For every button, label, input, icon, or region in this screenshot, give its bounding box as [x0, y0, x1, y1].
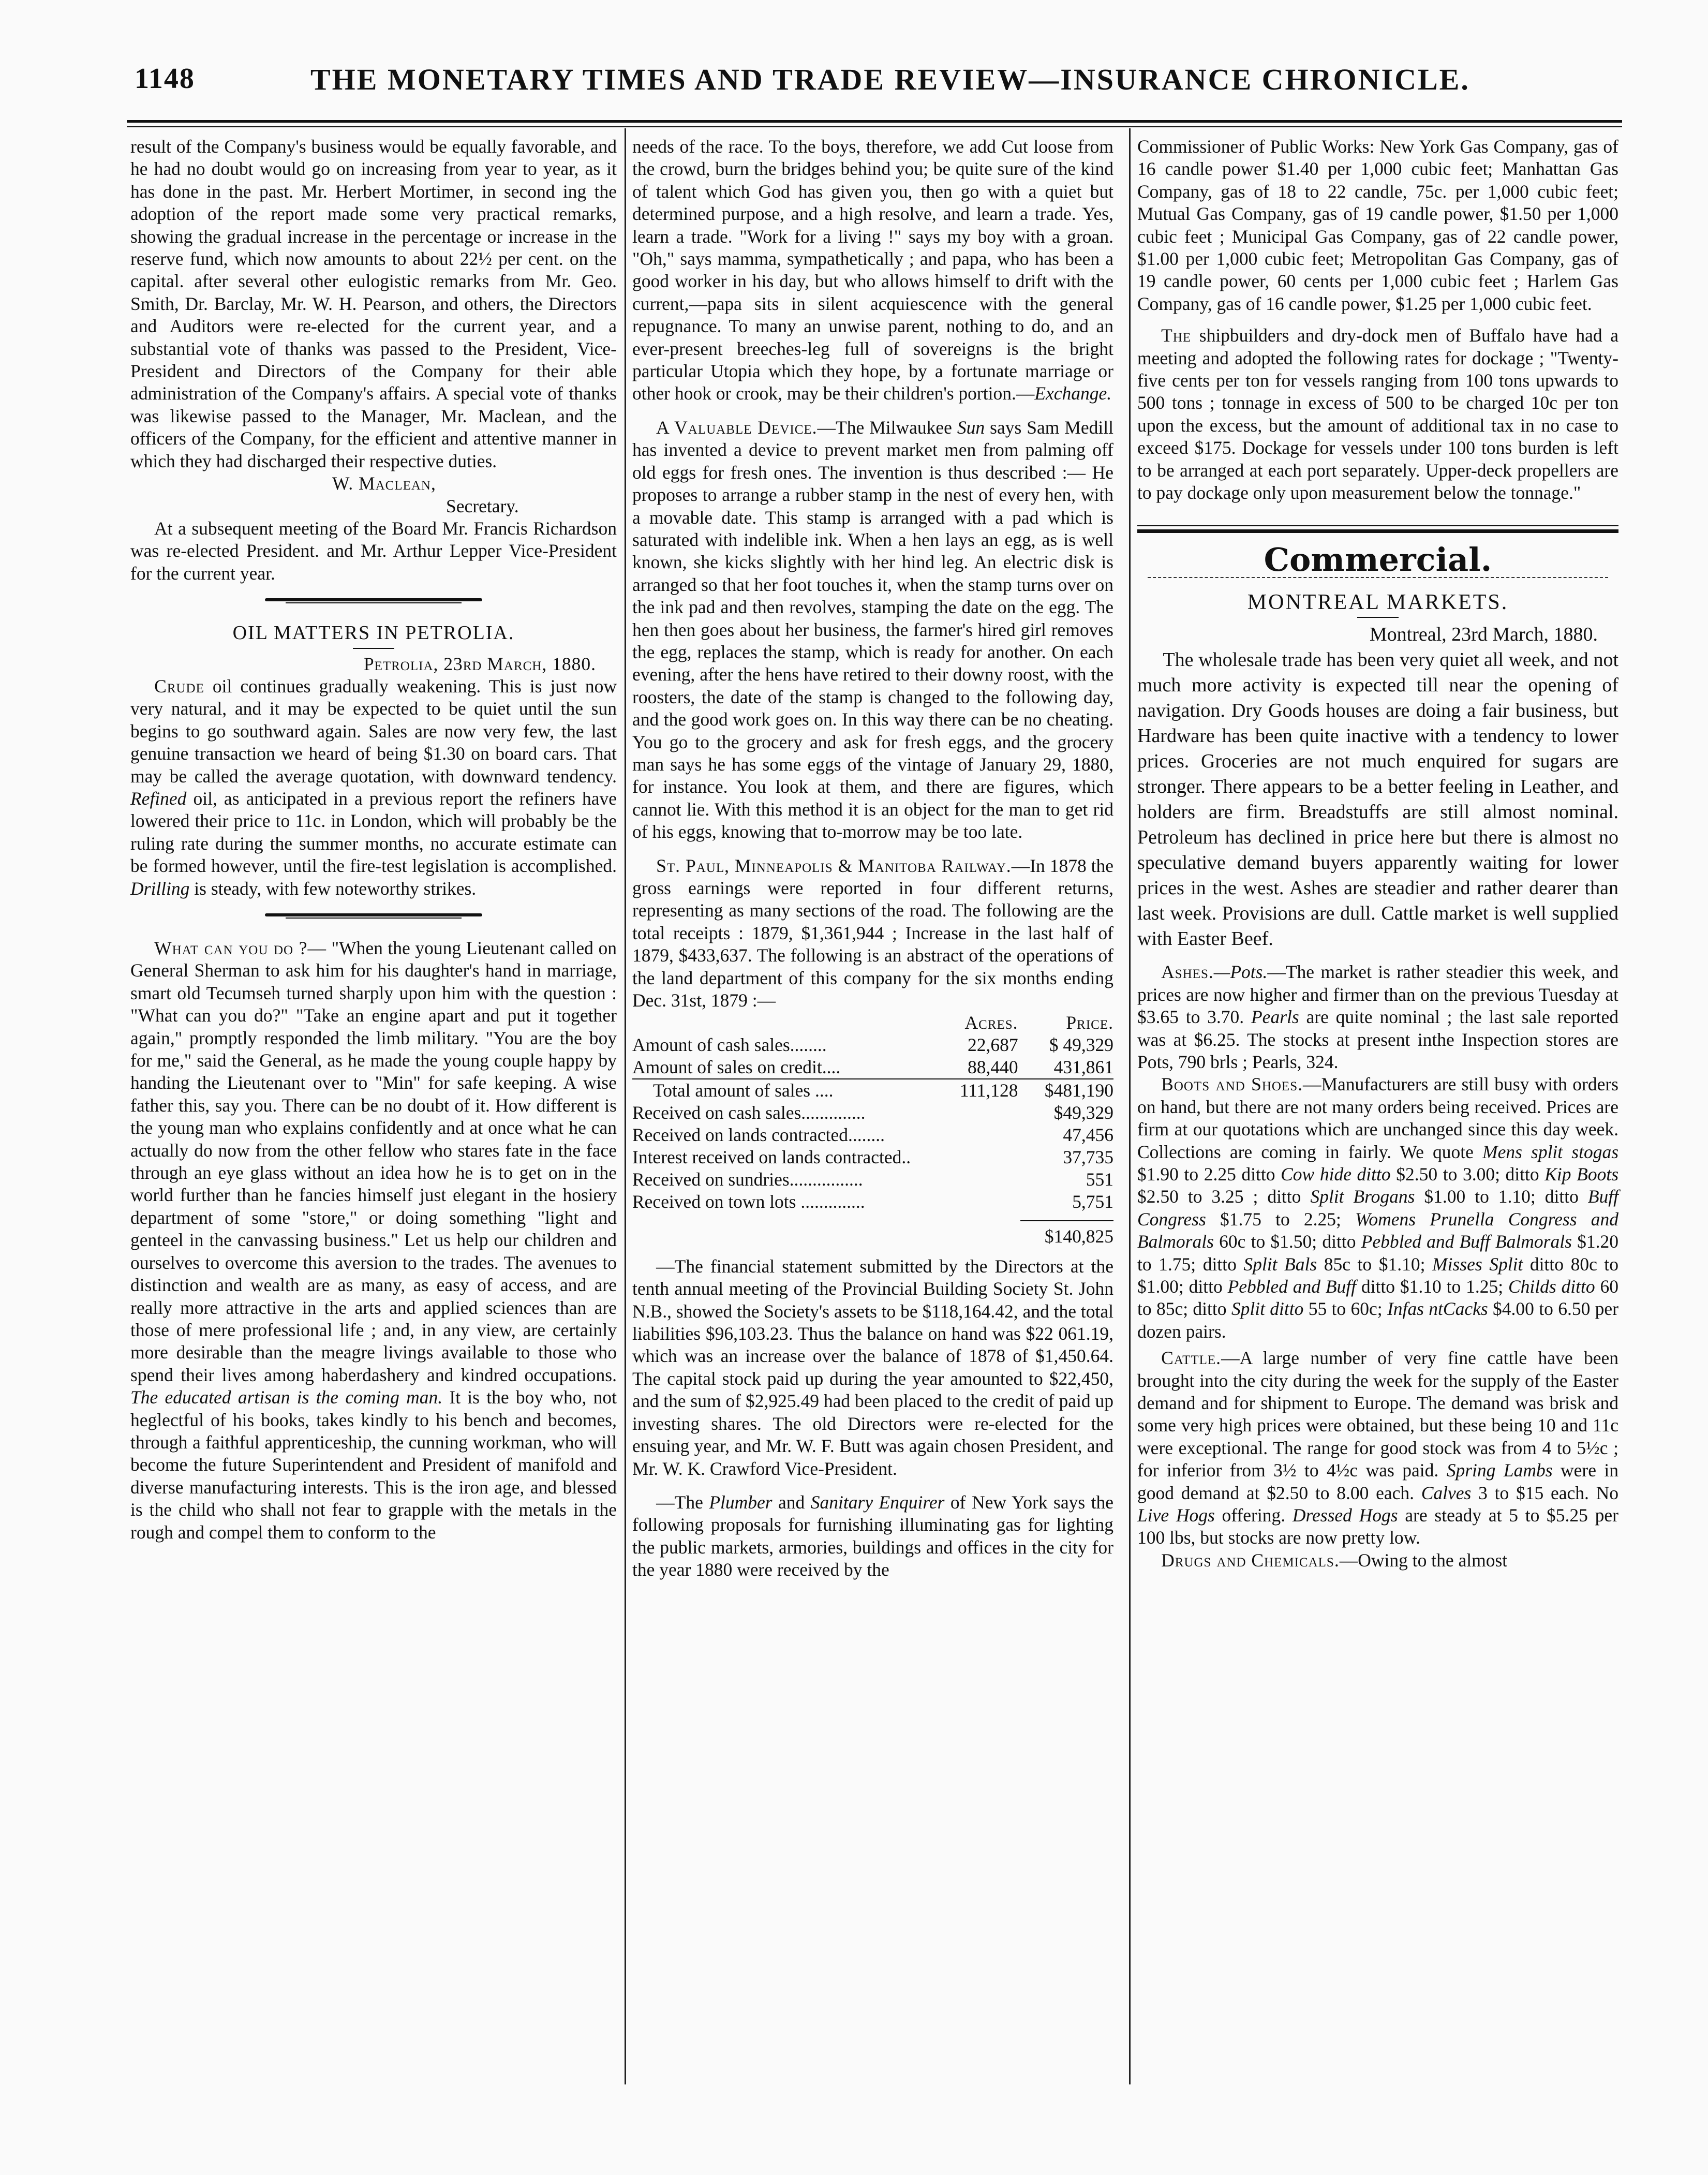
- header-rule-thin: [127, 126, 1622, 127]
- section-rule-thick: [1137, 529, 1618, 533]
- oil-matters-paragraph: Crude oil continues gradually weakening. This is just now very natural, and it may be expected to be quiet until the sun begins to go southward again. Sales are now very few, the last genuine transaction we heard of being $1.30 on board cars. That may be called the average quotation, with downward tendency. Refined oil, as anticipated in a previous report the refiners have lowered their price to 11c. in London, which will probably be the ruling rate during the summer months, no accurate estimate can be formed however, until the fire-test legislation is accomplished. Drilling is steady, with few noteworthy strikes.: [130, 675, 617, 899]
- gas-proposals-continuation: Commissioner of Public Works: New York Gas Company, gas of 16 candle power $1.40 per 1,000 cubic feet; Manhattan Gas Company, gas of 18 to 22 candle, 75c. per 1,000 cubic feet; Mutual Gas Company, gas of 19 candle power, $1.50 per 1,000 cubic feet ; Municipal Gas Company, gas of 22 candle power, $1.00 per 1,000 cubic feet; Metropolitan Gas Company, gas of 19 candle power, 60 cents per 1,000 cubic feet ; Harlem Gas Company, gas of 16 candle power, $1.25 per 1,000 cubic feet.: [1137, 136, 1618, 314]
- heading-rule: [353, 648, 394, 649]
- column-divider-1: [625, 128, 626, 2084]
- section-rule: [1137, 525, 1618, 526]
- column-header-acres: Acres.: [964, 1012, 1018, 1033]
- buffalo-dockage-paragraph: The shipbuilders and dry-dock men of Buffalo have had a meeting and adopted the following rates for dockage ; "Twenty-five cents per ton for vessels ranging from 100 tons upwards to 500 tons ; tonnage in excess of 500 to be charged 10c per ton upon the excess, but the amount of additional tax in no case to exceed $175. Dockage for vessels under 100 tons burden is left to be arranged at each port separately. Upper-deck propellers are to pay dockage only upon measurement below the tonnage.": [1137, 325, 1618, 504]
- page-number: 1148: [135, 63, 195, 95]
- report-continuation: result of the Company's business would be equally favorable, and he had no doubt would go on increasing from year to year, as it has done in the past. Mr. Herbert Mortimer, in second ing the adoption of the report made some very practical remarks, showing the gradual increase in the percentage or increase in the reserve fund, which now amounts to about 22½ per cent. on the capital. after several other eulogistic remarks from Mr. Geo. Smith, Dr. Barclay, Mr. W. H. Pearson, and others, the Directors and Auditors were re-elected for the current year, and a substantial vote of thanks was passed to the President, Vice-President and Directors of the Company for their able administration of the Company's affairs. A special vote of thanks was likewise passed to the Manager, Mr. Maclean, and the officers of the Company, for the efficient and attentive manner in which they had discharged their respective duties.: [130, 136, 617, 471]
- section-ornament: [265, 598, 482, 604]
- column-1: [130, 136, 617, 1544]
- ashes-paragraph: Ashes.—Pots.—The market is rather steadier this week, and prices are now higher and firmer than on the previous Tuesday at $3.65 to 3.70. Pearls are quite nominal ; the last sale reported was at $6.25. The stocks at present inthe Inspection stores are Pots, 790 brls ; Pearls, 324.: [1137, 961, 1619, 1072]
- table-row: Received on town lots .............. 5,751: [632, 1191, 1113, 1212]
- commercial-heading: Commercial.: [1264, 540, 1492, 579]
- table-row: Received on lands contracted........ 47,456: [632, 1125, 1113, 1146]
- table-row: Amount of cash sales........ 22,687 $ 49,329: [632, 1034, 1113, 1056]
- valuable-device-paragraph: A Valuable Device.—The Milwaukee Sun says Sam Medill has invented a device to prevent market men from palming off old eggs for fresh ones. The invention is thus described :— He proposes to arrange a rubber stamp in the nest of every hen, with a movable date. This stamp is arranged with a pad which is saturated with indelible ink. When a hen lays an egg, as is well known, she kicks slightly with her hind leg. An electric disk is arranged so that her foot touches it, when the stamp turns over on the ink pad and then revolves, stamping the date on the egg. The hen then goes about her business, the farmer's hired girl removes the egg, replaces the stamp, which is ready for another. On each evening, after the hens have retired to their downy roost, with the roosters, the date of the stamp is changed to the following day, and the good work goes on. In this way there can be no cheating. You go to the grocery and ask for fresh eggs, and the grocery man says he has some eggs of the vintage of January 29, 1880, for instance. You look at them, and there are figures, which cannot lie. With this method it is an object for the man to get rid of his eggs, knowing that to-morrow may be too late.: [632, 417, 1114, 842]
- column-2: [632, 136, 1113, 1581]
- building-society-paragraph: —The financial statement submitted by the Directors at the tenth annual meeting of the Provincial Building Society St. John N.B., showed the Society's assets to be $118,164.42, and the total liabilities $96,103.23. Thus the balance on hand was $22 061.19, which was an increase over the balance of 1878 of $1,450.64. The capital stock paid up during the year amounted to $22,450, and the sum of $2,925.49 had been placed to the credit of paid up investing shares. The old Directors were re-elected for the ensuing year, and Mr. W. F. Butt was again chosen President, and Mr. W. K. Crawford Vice-President.: [632, 1255, 1113, 1479]
- table-row: Interest received on lands contracted.. 37,735: [632, 1147, 1113, 1168]
- column-header-price: Price.: [1066, 1012, 1113, 1033]
- montreal-markets-heading: MONTREAL MARKETS.: [1247, 590, 1509, 614]
- board-meeting-paragraph: At a subsequent meeting of the Board Mr. Francis Richardson was re-elected President. and Mr. Arthur Lepper Vice-President for the current year.: [130, 517, 617, 584]
- oil-dateline: Petrolia, 23rd March, 1880.: [363, 653, 596, 674]
- heading-rule: [1357, 617, 1399, 618]
- table-row: Received on cash sales.............. $49,329: [632, 1102, 1113, 1123]
- signature-name: W. Maclean,: [332, 473, 436, 494]
- what-can-you-do-paragraph: What can you do ?— "When the young Lieutenant called on General Sherman to ask him for his daughter's hand in marriage, smart old Tecumseh turned sharply upon him with the question : "What can you do?" "Take an engine apart and put it together again," promptly responded the limb military. "You are the boy for me," said the General, as he made the young couple happy by handing the Lieutenant over to "Min" for safe keeping. A wise father this, say you. There can be no doubt of it. How different is the young man who explains confidently and at once what he can actually do now from the other fellow who stares fate in the face through an eye glass without an idea how he is to get on in the world further than he fancies himself just elegant in the hosiery department of some "store," or doing something "light and genteel in the canvassing business." Let us help our children and ourselves to overcome this aversion to the trades. The avenues to distinction and wealth are as many, as easy of access, and are really more attractive in the arts and applied sciences than are those of mere professional life ; and, in any view, are certainly more desirable than the meagre livings available to those who spend their lives among haberdashery and kindred occupations. The educated artisan is the coming man. It is the boy who, not heglectful of his books, takes kindly to his bench and becomes, through a faithful apprenticeship, the cunning workman, who will become the future Superintendent and President of manifold and diverse manufacturing interests. This is the iron age, and blessed is the child who shall not fear to grapple with the metals in the rough and compel them to conform to the: [130, 938, 617, 1543]
- oil-matters-heading: OIL MATTERS IN PETROLIA.: [232, 622, 515, 644]
- boots-and-shoes-paragraph: Boots and Shoes.—Manufacturers are still busy with orders on hand, but there are not many orders being received. Prices are firm at our quotations which are unchanged since this day week. Collections are coming in fairly. We quote Mens split stogas $1.90 to 2.25 ditto Cow hide ditto $2.50 to 3.00; ditto Kip Boots $2.50 to 3.25 ; ditto Split Brogans $1.00 to 1.10; ditto Buff Congress $1.75 to 2.25; Womens Prunella Congress and Balmorals 60c to $1.50; ditto Pebbled and Buff Balmorals $1.20 to 1.75; ditto Split Bals 85c to $1.10; Misses Split ditto 80c to $1.00; ditto Pebbled and Buff ditto $1.10 to 1.25; Childs ditto 60 to 85c; ditto Split ditto 55 to 60c; Infas ntCacks $4.00 to 6.50 per dozen pairs.: [1137, 1074, 1619, 1342]
- land-department-table: [632, 1012, 1113, 1213]
- table-row-total: Total amount of sales .... 111,128 $481,190: [632, 1079, 1113, 1102]
- wholesale-trade-paragraph: The wholesale trade has been very quiet all week, and not much more activity is expected till near the opening of navigation. Dry Goods houses are doing a fair business, but Hardware has been quite inactive with a tendency to lower prices. Groceries are not much enquired for sugars are stronger. There appears to be a better feeling in Leather, and holders are firm. Breadstuffs are still almost nominal. Petroleum has declined in price here but there is almost no speculative demand buyers apparently waiting for lower prices in the west. Ashes are steadier and rather dearer than last week. Provisions are dull. Cattle market is well supplied with Easter Beef.: [1137, 649, 1618, 950]
- table-row: Amount of sales on credit.... 88,440 431,861: [632, 1057, 1113, 1078]
- receipts-total: $140,825: [1020, 1220, 1113, 1248]
- table-header-row: [632, 1012, 1113, 1034]
- column-divider-2: [1129, 128, 1131, 2084]
- drugs-and-chemicals-paragraph: Drugs and Chemicals.—Owing to the almost: [1161, 1549, 1508, 1571]
- montreal-dateline: Montreal, 23rd March, 1880.: [1369, 624, 1598, 646]
- plumber-paragraph: —The Plumber and Sanitary Enquirer of New York says the following proposals for furnishing illuminating gas for lighting the public markets, armories, buildings and offices in the city for the year 1880 were received by the: [632, 1491, 1113, 1580]
- table-row: Received on sundries................ 551: [632, 1169, 1113, 1190]
- page-header: [135, 58, 1620, 99]
- section-ornament: [265, 913, 482, 920]
- publication-title: THE MONETARY TIMES AND TRADE REVIEW—INSURANCE CHRONICLE.: [310, 63, 1470, 96]
- column-3: [1137, 136, 1618, 1572]
- signature-title: Secretary.: [446, 495, 519, 516]
- cattle-paragraph: Cattle.—A large number of very fine cattle have been brought into the city during the week for the supply of the Easter demand and for shipment to Europe. The demand was brisk and some very high prices were obtained, but these being 10 and 11c were exceptional. The range for good stock was from 4 to 5½c ; for inferior from 3½ to 4½c was paid. Spring Lambs were in good demand at $2.50 to 8.00 each. Calves 3 to $15 each. No Live Hogs offering. Dressed Hogs are steady at 5 to $5.25 per 100 lbs, but stocks are now pretty low.: [1137, 1348, 1619, 1548]
- trade-article-continuation: needs of the race. To the boys, therefore, we add Cut loose from the crowd, burn the bridges behind you; be quite sure of the kind of talent which God has given you, then go with a quiet but determined purpose, and a high resolve, and learn a trade. Yes, learn a trade. "Work for a living !" says my boy with a groan. "Oh," says mamma, sympathetically ; and papa, who has been a good worker in his day, but who allows himself to drift with the current,—papa sits in silent acquiescence with the general repugnance. To many an unwise parent, nothing to do, and an ever-present breeches-leg full of sovereigns is the bright particular Utopia which they hope, by a fortunate marriage or other hook or crook, may be their children's portion.—Exchange.: [632, 136, 1113, 404]
- railway-paragraph: St. Paul, Minneapolis & Manitoba Railway.—In 1878 the gross earnings were reported in four different returns, representing as many sections of the road. The following are the total receipts : 1879, $1,361,944 ; Increase in the last half of 1879, $433,637. The following is an abstract of the operations of the land department of this company for the six months ending Dec. 31st, 1879 :—: [632, 855, 1113, 1011]
- header-rule-thick: [127, 120, 1622, 123]
